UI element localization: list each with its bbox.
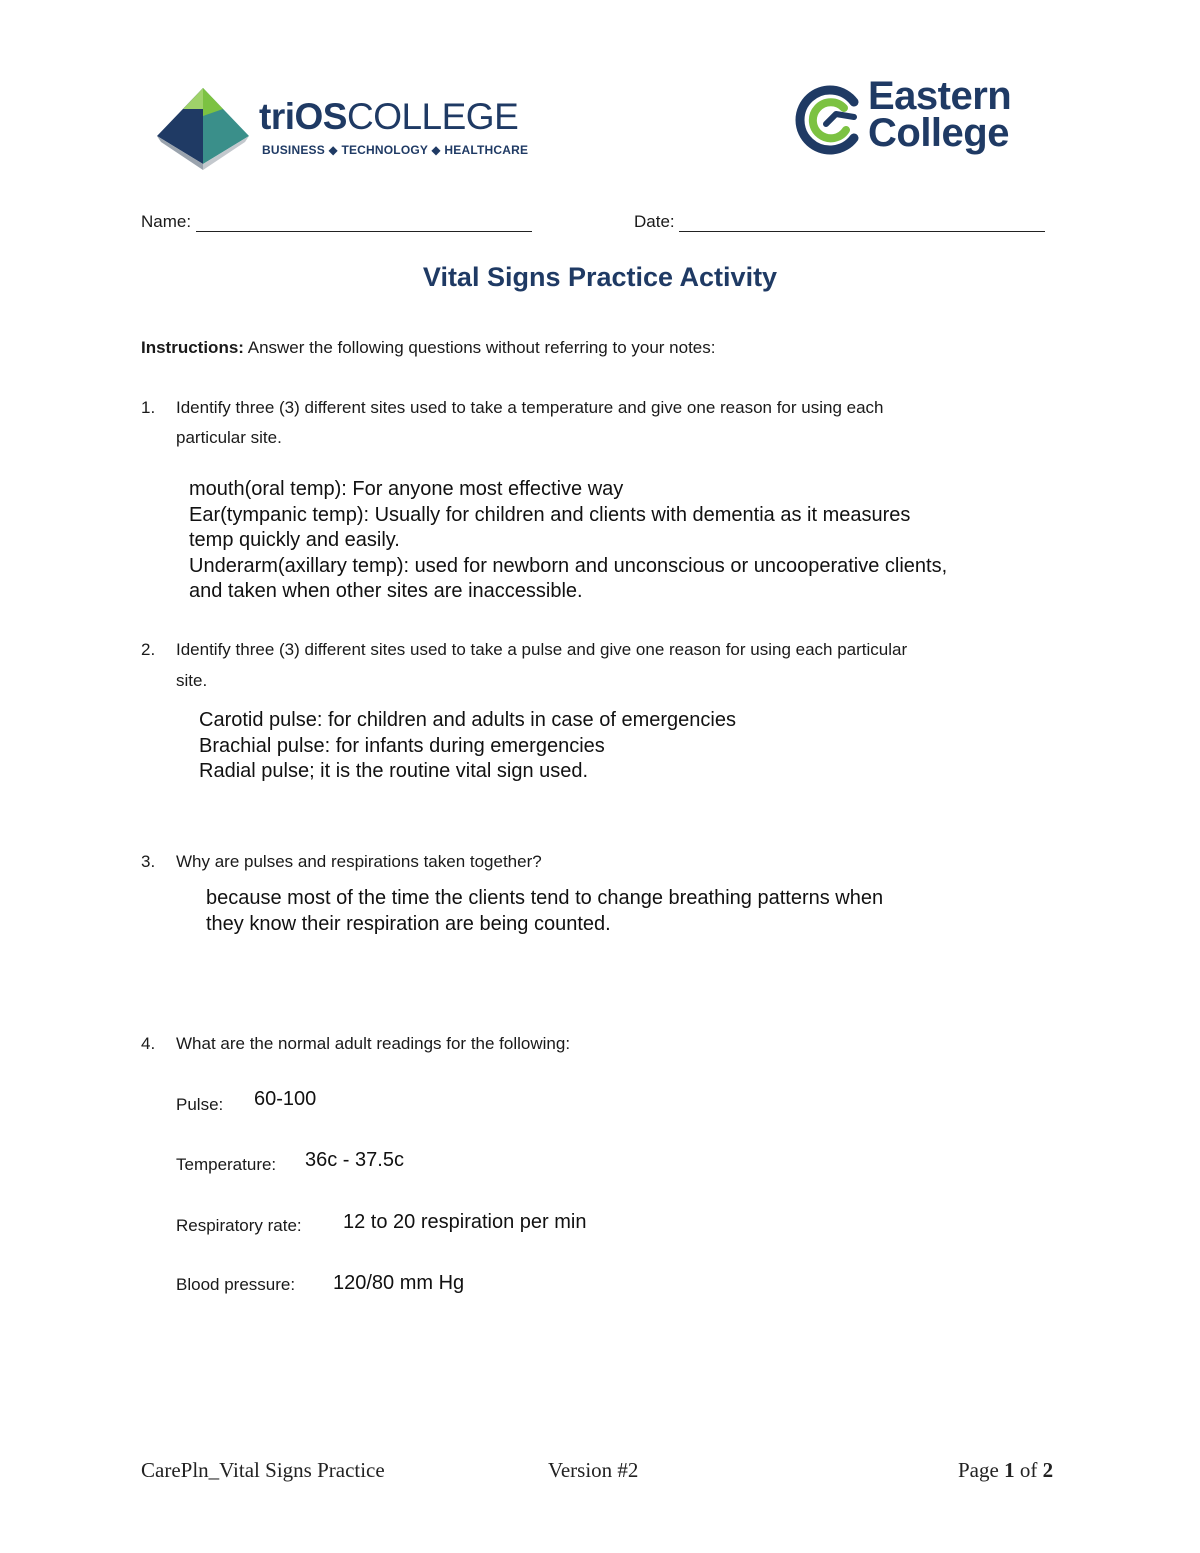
eastern-college-logo <box>792 74 1054 166</box>
question-1-line-1: Identify three (3) different sites used to take a temperature and give one reason for using each <box>176 398 884 417</box>
answer-3 <box>206 886 883 937</box>
question-2-line-1: Identify three (3) different sites used to take a pulse and give one reason for using each particular <box>176 640 908 659</box>
instructions-label: Instructions: <box>141 338 244 357</box>
reading-value-pulse: 60-100 <box>254 1088 317 1110</box>
trios-tagline: BUSINESS ◆ TECHNOLOGY ◆ HEALTHCARE <box>262 143 529 157</box>
question-2-number: 2. <box>141 640 156 659</box>
date-label: Date: <box>634 212 675 231</box>
question-1-number: 1. <box>141 398 156 417</box>
eastern-wordmark: Eastern College <box>868 74 1012 155</box>
instructions <box>141 338 716 358</box>
question-1-line-2: particular site. <box>176 428 282 447</box>
footer-version: Version #2 <box>548 1458 639 1482</box>
trios-pyramid-icon <box>155 84 251 172</box>
answer-line: and taken when other sites are inaccessible. <box>189 580 583 602</box>
answer-line: temp quickly and easily. <box>189 529 400 551</box>
question-4-line-1: What are the normal adult readings for the following: <box>176 1034 571 1053</box>
answer-line: Ear(tympanic temp): Usually for children and clients with dementia as it measures <box>189 503 911 526</box>
answer-line: Radial pulse; it is the routine vital sign used. <box>199 760 589 782</box>
reading-label-blood-pressure: Blood pressure: <box>176 1275 296 1294</box>
answer-2 <box>199 708 736 785</box>
answer-line: Brachial pulse: for infants during emergencies <box>199 734 605 757</box>
name-label: Name: <box>141 212 192 231</box>
question-3-number: 3. <box>141 852 156 871</box>
reading-label-temperature: Temperature: <box>176 1155 277 1174</box>
trios-wordmark: triOSCOLLEGE <box>259 96 519 137</box>
answer-line: Underarm(axillary temp): used for newborn and unconscious or uncooperative clients, <box>189 554 948 577</box>
reading-value-respiratory-rate: 12 to 20 respiration per min <box>343 1211 587 1233</box>
answer-line: mouth(oral temp): For anyone most effective way <box>189 478 624 500</box>
question-4-number: 4. <box>141 1034 156 1053</box>
answer-line: Carotid pulse: for children and adults in case of emergencies <box>199 709 736 731</box>
reading-label-respiratory-rate: Respiratory rate: <box>176 1216 302 1235</box>
answer-line: because most of the time the clients tend to change breathing patterns when <box>206 887 884 909</box>
reading-label-pulse: Pulse: <box>176 1095 224 1114</box>
reading-value-temperature: 36c - 37.5c <box>305 1149 404 1171</box>
eastern-swoosh-icon <box>792 84 864 156</box>
question-3-line-1: Why are pulses and respirations taken together? <box>176 852 542 871</box>
question-2-line-2: site. <box>176 671 208 690</box>
trios-college-logo <box>155 84 535 176</box>
date-field <box>634 212 1045 232</box>
name-blank-line <box>196 213 532 232</box>
page-title: Vital Signs Practice Activity <box>422 262 778 292</box>
answer-line: they know their respiration are being counted. <box>206 912 611 935</box>
instructions-text: Answer the following questions without referring to your notes: <box>243 338 716 357</box>
date-blank-line <box>679 213 1045 232</box>
answer-1 <box>189 477 947 605</box>
name-field <box>141 212 532 232</box>
footer-page-number: Page 1 of 2 <box>958 1458 1054 1482</box>
footer-document-name: CarePln_Vital Signs Practice <box>141 1458 385 1482</box>
reading-value-blood-pressure: 120/80 mm Hg <box>333 1272 465 1294</box>
